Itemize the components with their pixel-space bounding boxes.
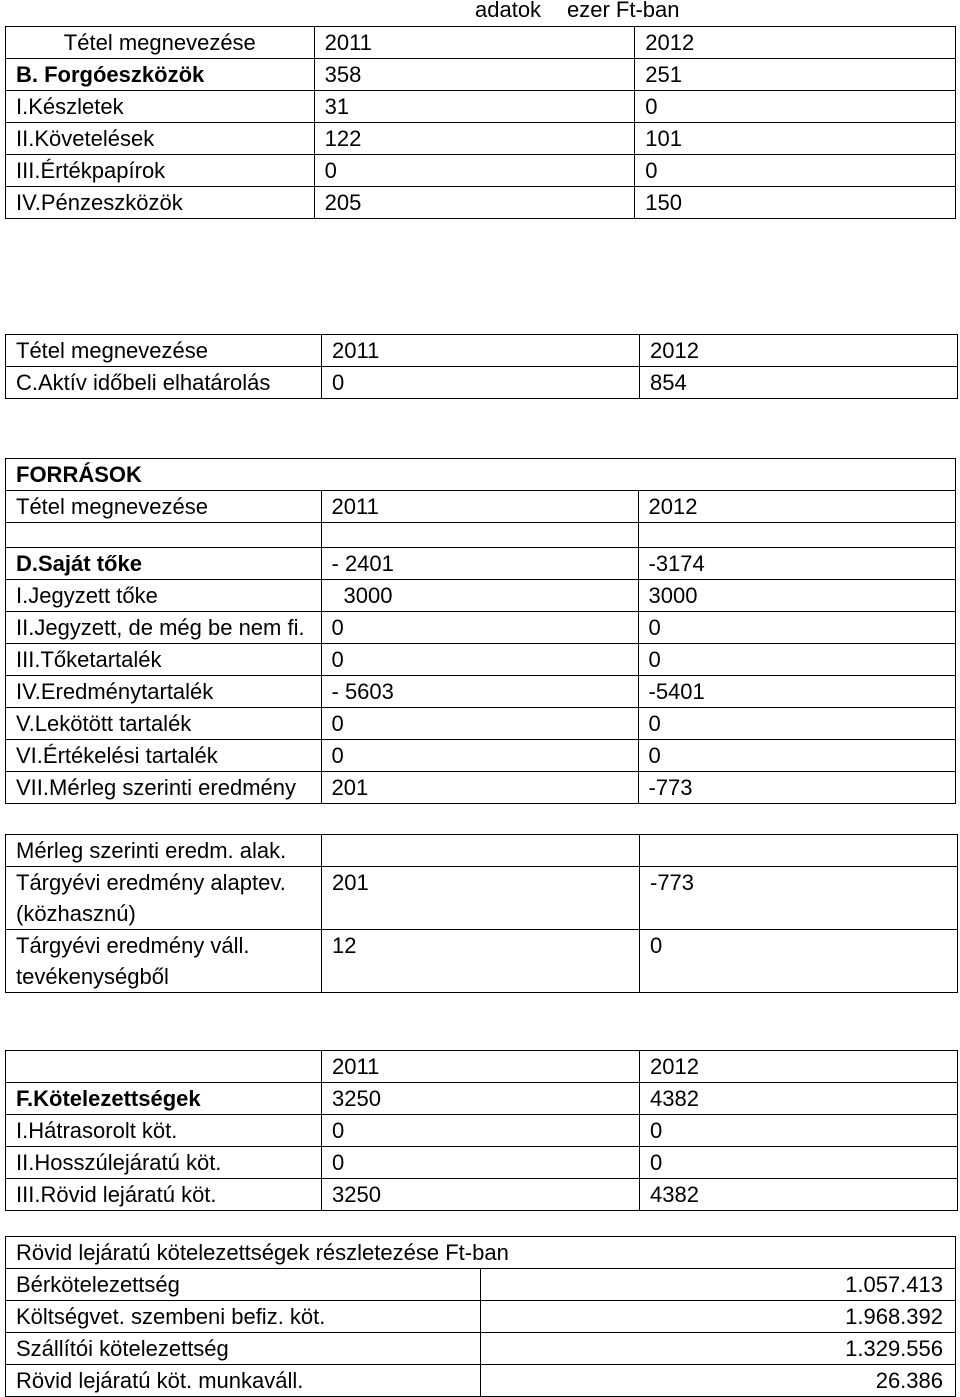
table-row (6, 930, 958, 993)
detail-title: Rövid lejáratú kötelezettségek részletezése Ft-ban (6, 1237, 956, 1269)
row-value: 3250 (322, 1083, 640, 1115)
table-header-row (6, 1051, 958, 1083)
table-row (6, 59, 956, 91)
row-label: VII.Mérleg szerinti eredmény (6, 772, 322, 804)
row-value: 205 (314, 187, 635, 219)
header-cell: 2012 (635, 27, 956, 59)
row-value: 0 (638, 644, 956, 676)
row-value: 0 (322, 1115, 640, 1147)
row-value: -3174 (638, 548, 956, 580)
blank-row (6, 523, 956, 548)
header-cell (640, 835, 958, 867)
table-row (6, 1115, 958, 1147)
header-cell: 2012 (640, 1051, 958, 1083)
header-cell: 2011 (322, 1051, 640, 1083)
row-label: IV.Pénzeszközök (6, 187, 315, 219)
empty-cell (638, 523, 956, 548)
table-row (6, 708, 956, 740)
empty-cell (321, 523, 638, 548)
row-value: 101 (635, 123, 956, 155)
table-row (6, 1269, 956, 1301)
table-row (6, 580, 956, 612)
table-row (6, 1365, 956, 1397)
header-cell: Mérleg szerinti eredm. alak. (6, 835, 322, 867)
table-row (6, 123, 956, 155)
section-title-row (6, 459, 956, 491)
header-cell: 2012 (640, 335, 958, 367)
header-cell (322, 835, 640, 867)
row-label: Költségvet. szembeni befiz. köt. (6, 1301, 481, 1333)
row-value: 0 (321, 740, 638, 772)
row-label: I.Hátrasorolt köt. (6, 1115, 322, 1147)
result-breakdown-table (5, 834, 958, 993)
row-value: 358 (314, 59, 635, 91)
row-label: III.Tőketartalék (6, 644, 322, 676)
row-label: IV.Eredménytartalék (6, 676, 322, 708)
row-value: - 2401 (321, 548, 638, 580)
table-row (6, 867, 958, 930)
row-value: 0 (640, 1147, 958, 1179)
row-value: 31 (314, 91, 635, 123)
row-value: 0 (321, 644, 638, 676)
empty-cell (6, 523, 322, 548)
header-cell: Tétel megnevezése (6, 27, 315, 59)
row-label: B. Forgóeszközök (6, 59, 315, 91)
caption-right: ezer Ft-ban (567, 0, 680, 22)
table-header-row (6, 835, 958, 867)
table-row (6, 367, 958, 399)
row-value: 854 (640, 367, 958, 399)
row-value: 26.386 (481, 1365, 956, 1397)
row-value: 3250 (322, 1179, 640, 1211)
short-term-liabilities-detail-table (5, 1236, 956, 1397)
row-value: 0 (321, 708, 638, 740)
row-value: 0 (638, 612, 956, 644)
accrued-assets-table (5, 334, 958, 399)
row-value: 0 (640, 930, 958, 993)
row-value: 150 (635, 187, 956, 219)
table-row (6, 772, 956, 804)
row-label: Tárgyévi eredmény váll. tevékenységből (6, 930, 322, 993)
table-row (6, 1333, 956, 1365)
header-cell: 2011 (321, 491, 638, 523)
row-value: 0 (635, 91, 956, 123)
row-label: VI.Értékelési tartalék (6, 740, 322, 772)
row-label: II.Hosszúlejáratú köt. (6, 1147, 322, 1179)
row-value: 0 (322, 367, 640, 399)
row-value: 1.329.556 (481, 1333, 956, 1365)
row-label: I.Jegyzett tőke (6, 580, 322, 612)
row-value: 1.968.392 (481, 1301, 956, 1333)
header-cell: Tétel megnevezése (6, 491, 322, 523)
table-row (6, 740, 956, 772)
row-label: D.Saját tőke (6, 548, 322, 580)
row-label: II.Jegyzett, de még be nem fi. (6, 612, 322, 644)
header-cell: 2011 (322, 335, 640, 367)
row-value: -773 (640, 867, 958, 930)
current-assets-table (5, 26, 956, 219)
detail-title-row (6, 1237, 956, 1269)
row-label: C.Aktív időbeli elhatárolás (6, 367, 322, 399)
table-row (6, 1147, 958, 1179)
row-value: 122 (314, 123, 635, 155)
liabilities-equity-table (5, 458, 956, 804)
row-label: Tárgyévi eredmény alaptev. (közhasznú) (6, 867, 322, 930)
table-row (6, 644, 956, 676)
row-value: 251 (635, 59, 956, 91)
header-cell (6, 1051, 322, 1083)
row-value: - 5603 (321, 676, 638, 708)
table-row (6, 91, 956, 123)
row-label: II.Követelések (6, 123, 315, 155)
row-label: V.Lekötött tartalék (6, 708, 322, 740)
row-label: Bérkötelezettség (6, 1269, 481, 1301)
table-row (6, 612, 956, 644)
row-value: 3000 (321, 580, 638, 612)
caption-left: adatok (475, 0, 542, 22)
table-row (6, 1083, 958, 1115)
row-value: 4382 (640, 1083, 958, 1115)
table-row (6, 1179, 958, 1211)
row-value: 0 (638, 740, 956, 772)
section-title: FORRÁSOK (6, 459, 322, 491)
row-value: 0 (314, 155, 635, 187)
row-value: 0 (322, 1147, 640, 1179)
row-value: -5401 (638, 676, 956, 708)
row-value: -773 (638, 772, 956, 804)
row-value: 201 (321, 772, 638, 804)
row-label: Szállítói kötelezettség (6, 1333, 481, 1365)
row-label: I.Készletek (6, 91, 315, 123)
empty-cell (638, 459, 956, 491)
header-cell: 2011 (314, 27, 635, 59)
empty-cell (321, 459, 638, 491)
row-value: 0 (321, 612, 638, 644)
row-value: 1.057.413 (481, 1269, 956, 1301)
row-value: 0 (638, 708, 956, 740)
table-row (6, 676, 956, 708)
table-header-row (6, 335, 958, 367)
row-label: III.Értékpapírok (6, 155, 315, 187)
row-label: F.Kötelezettségek (6, 1083, 322, 1115)
row-value: 201 (322, 867, 640, 930)
row-label: III.Rövid lejáratú köt. (6, 1179, 322, 1211)
row-value: 0 (635, 155, 956, 187)
table-header-row (6, 491, 956, 523)
row-value: 3000 (638, 580, 956, 612)
unit-caption (0, 0, 960, 26)
table-row (6, 187, 956, 219)
row-label: Rövid lejáratú köt. munkaváll. (6, 1365, 481, 1397)
row-value: 0 (640, 1115, 958, 1147)
row-value: 4382 (640, 1179, 958, 1211)
row-value: 12 (322, 930, 640, 993)
header-cell: 2012 (638, 491, 956, 523)
header-cell: Tétel megnevezése (6, 335, 322, 367)
liabilities-table (5, 1050, 958, 1211)
table-header-row (6, 27, 956, 59)
table-row (6, 1301, 956, 1333)
table-row (6, 155, 956, 187)
table-row (6, 548, 956, 580)
